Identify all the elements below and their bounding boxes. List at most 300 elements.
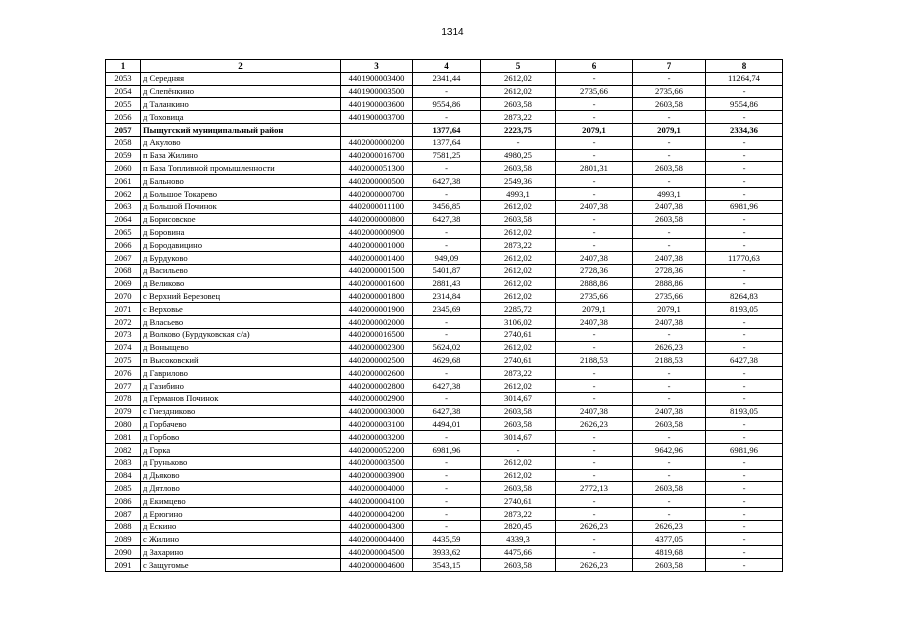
code-cell: 4402000004200 [341,507,413,520]
table-row [106,507,783,520]
settlement-name-cell: д Воныщево [141,341,341,354]
value-cell: - [413,85,481,98]
value-cell: 2314,84 [413,290,481,303]
table-row [106,315,783,328]
table-row [106,277,783,290]
code-cell: 4402000051300 [341,162,413,175]
settlement-name-cell: д Борисовское [141,213,341,226]
value-cell: 2603,58 [481,418,556,431]
value-cell: - [413,469,481,482]
header-cell: 8 [706,60,783,73]
value-cell: - [706,226,783,239]
code-cell: 4402000004000 [341,482,413,495]
table-row [106,546,783,559]
value-cell: - [413,315,481,328]
value-cell: 2603,58 [481,405,556,418]
value-cell: 2626,23 [556,520,633,533]
settlement-name-cell: с Верховье [141,303,341,316]
settlement-name-cell: д Екимцево [141,495,341,508]
settlement-name-cell: д Большое Токарево [141,187,341,200]
value-cell: - [706,149,783,162]
table-row [106,123,783,136]
code-cell: 4402000000500 [341,175,413,188]
settlement-name-cell: Пыщугский муниципальный район [141,123,341,136]
table-row [106,533,783,546]
settlement-name-cell: п База Топливной промышленности [141,162,341,175]
value-cell: 6981,96 [706,443,783,456]
value-cell: 2612,02 [481,226,556,239]
settlement-name-cell: с Жилино [141,533,341,546]
settlement-name-cell: д Середняя [141,72,341,85]
table-row [106,431,783,444]
value-cell: - [413,162,481,175]
value-cell: - [556,213,633,226]
value-cell: 2612,02 [481,251,556,264]
value-cell: - [633,175,706,188]
table-row [106,482,783,495]
row-number-cell: 2082 [106,443,141,456]
value-cell: - [556,111,633,124]
value-cell: 4993,1 [633,187,706,200]
table-header-row [106,60,783,73]
settlement-name-cell: д Дятлово [141,482,341,495]
row-number-cell: 2058 [106,136,141,149]
value-cell: - [706,456,783,469]
row-number-cell: 2062 [106,187,141,200]
code-cell: 4402000003200 [341,431,413,444]
value-cell: 4435,59 [413,533,481,546]
settlement-name-cell: д Волково (Бурдуковская с/а) [141,328,341,341]
value-cell: - [556,443,633,456]
value-cell: 2603,58 [633,98,706,111]
value-cell: - [633,379,706,392]
code-cell: 4402000004300 [341,520,413,533]
value-cell: - [556,72,633,85]
value-cell: 9554,86 [706,98,783,111]
value-cell: - [556,379,633,392]
value-cell: 5624,02 [413,341,481,354]
row-number-cell: 2055 [106,98,141,111]
table-row [106,72,783,85]
value-cell: - [413,239,481,252]
value-cell: - [633,136,706,149]
row-number-cell: 2074 [106,341,141,354]
header-cell: 3 [341,60,413,73]
value-cell: 2612,02 [481,469,556,482]
value-cell: - [706,111,783,124]
table-row [106,187,783,200]
table-row [106,98,783,111]
value-cell: 4629,68 [413,354,481,367]
row-number-cell: 2078 [106,392,141,405]
page-number: 1314 [441,27,464,38]
value-cell: 2735,66 [556,290,633,303]
code-cell: 4401900003400 [341,72,413,85]
code-cell: 4402000002000 [341,315,413,328]
data-table [105,59,783,572]
value-cell: 3456,85 [413,200,481,213]
settlement-name-cell: д Дьяково [141,469,341,482]
value-cell: - [633,392,706,405]
header-cell: 5 [481,60,556,73]
value-cell: 2735,66 [556,85,633,98]
row-number-cell: 2081 [106,431,141,444]
table-row [106,405,783,418]
value-cell: 8264,83 [706,290,783,303]
value-cell: 2345,69 [413,303,481,316]
value-cell: 949,09 [413,251,481,264]
table-row [106,85,783,98]
value-cell: 2603,58 [633,162,706,175]
row-number-cell: 2087 [106,507,141,520]
code-cell: 4402000002500 [341,354,413,367]
code-cell: 4402000003100 [341,418,413,431]
value-cell: - [556,136,633,149]
value-cell: - [706,559,783,572]
row-number-cell: 2054 [106,85,141,98]
table-row [106,456,783,469]
value-cell: 2740,61 [481,495,556,508]
value-cell: 4475,66 [481,546,556,559]
value-cell: 2603,58 [633,482,706,495]
value-cell: - [706,328,783,341]
code-cell: 4402000003000 [341,405,413,418]
value-cell: 9554,86 [413,98,481,111]
settlement-name-cell: д Большой Починок [141,200,341,213]
code-cell: 4402000000700 [341,187,413,200]
value-cell: - [706,187,783,200]
code-cell: 4402000052200 [341,443,413,456]
value-cell: 2407,38 [556,251,633,264]
value-cell: 2612,02 [481,264,556,277]
value-cell: 2407,38 [633,315,706,328]
value-cell: 2603,58 [633,213,706,226]
value-cell: - [706,213,783,226]
code-cell: 4402000004600 [341,559,413,572]
table-row [106,354,783,367]
value-cell: 3014,67 [481,392,556,405]
code-cell: 4402000002600 [341,367,413,380]
table-row [106,341,783,354]
value-cell: 2873,22 [481,507,556,520]
value-cell: 2612,02 [481,290,556,303]
row-number-cell: 2065 [106,226,141,239]
value-cell: 2079,1 [633,123,706,136]
table-row [106,559,783,572]
code-cell: 4402000000900 [341,226,413,239]
value-cell: 6981,96 [706,200,783,213]
value-cell: - [413,507,481,520]
value-cell: 4377,05 [633,533,706,546]
row-number-cell: 2053 [106,72,141,85]
row-number-cell: 2085 [106,482,141,495]
value-cell: - [556,187,633,200]
row-number-cell: 2064 [106,213,141,226]
value-cell: 2772,13 [556,482,633,495]
value-cell: - [413,111,481,124]
value-cell: 4494,01 [413,418,481,431]
value-cell: - [706,85,783,98]
settlement-name-cell: д Бородавицино [141,239,341,252]
settlement-name-cell: с Верхний Березовец [141,290,341,303]
value-cell: - [556,239,633,252]
value-cell: - [633,495,706,508]
value-cell: - [556,392,633,405]
code-cell: 4402000004400 [341,533,413,546]
value-cell: 2735,66 [633,85,706,98]
settlement-name-cell: д Акулово [141,136,341,149]
value-cell: 4980,25 [481,149,556,162]
value-cell: - [706,533,783,546]
code-cell: 4402000002300 [341,341,413,354]
value-cell: 2603,58 [633,418,706,431]
value-cell: 4339,3 [481,533,556,546]
value-cell: - [706,482,783,495]
value-cell: 2603,58 [481,482,556,495]
value-cell: 2820,45 [481,520,556,533]
code-cell: 4402000003900 [341,469,413,482]
value-cell: - [706,277,783,290]
value-cell: - [633,431,706,444]
settlement-name-cell: с Защугомье [141,559,341,572]
code-cell: 4401900003600 [341,98,413,111]
value-cell: - [706,379,783,392]
value-cell: - [413,226,481,239]
settlement-name-cell: д Горбово [141,431,341,444]
value-cell: - [556,98,633,111]
table-row [106,226,783,239]
row-number-cell: 2071 [106,303,141,316]
value-cell: 2612,02 [481,341,556,354]
value-cell: - [706,341,783,354]
code-cell: 4402000000200 [341,136,413,149]
settlement-name-cell: д Ерюгино [141,507,341,520]
settlement-name-cell: д Таланкино [141,98,341,111]
value-cell: - [413,482,481,495]
value-cell: - [413,367,481,380]
value-cell: - [706,418,783,431]
settlement-name-cell: д Бурдуково [141,251,341,264]
settlement-name-cell: п База Жилино [141,149,341,162]
table-row [106,251,783,264]
value-cell: - [556,175,633,188]
value-cell: 2873,22 [481,239,556,252]
value-cell: 3014,67 [481,431,556,444]
value-cell: - [413,520,481,533]
row-number-cell: 2089 [106,533,141,546]
value-cell: 4993,1 [481,187,556,200]
value-cell: 2407,38 [556,200,633,213]
value-cell: 2334,36 [706,123,783,136]
value-cell: 8193,05 [706,303,783,316]
table-row [106,136,783,149]
row-number-cell: 2088 [106,520,141,533]
value-cell: 6427,38 [413,213,481,226]
code-cell: 4401900003700 [341,111,413,124]
value-cell: - [706,507,783,520]
value-cell: 2626,23 [556,418,633,431]
row-number-cell: 2076 [106,367,141,380]
value-cell: - [413,431,481,444]
row-number-cell: 2059 [106,149,141,162]
value-cell: - [633,111,706,124]
value-cell: 2888,86 [633,277,706,290]
value-cell: - [556,546,633,559]
value-cell: 2801,31 [556,162,633,175]
value-cell: - [706,367,783,380]
settlement-name-cell: д Ескино [141,520,341,533]
value-cell: - [556,456,633,469]
settlement-name-cell: д Власьево [141,315,341,328]
table-row [106,495,783,508]
value-cell: 2341,44 [413,72,481,85]
value-cell: 7581,25 [413,149,481,162]
value-cell: 2873,22 [481,111,556,124]
row-number-cell: 2075 [106,354,141,367]
value-cell: 6427,38 [706,354,783,367]
value-cell: - [633,367,706,380]
value-cell: - [706,546,783,559]
settlement-name-cell: д Боровина [141,226,341,239]
table-row [106,379,783,392]
value-cell: 2612,02 [481,379,556,392]
value-cell: - [556,507,633,520]
value-cell: 2735,66 [633,290,706,303]
code-cell: 4402000001900 [341,303,413,316]
code-cell: 4402000004100 [341,495,413,508]
value-cell: - [556,495,633,508]
code-cell: 4402000002800 [341,379,413,392]
value-cell: 6427,38 [413,379,481,392]
value-cell: - [706,431,783,444]
value-cell: - [556,469,633,482]
table-row [106,367,783,380]
row-number-cell: 2060 [106,162,141,175]
value-cell: - [706,520,783,533]
code-cell: 4402000000800 [341,213,413,226]
row-number-cell: 2091 [106,559,141,572]
value-cell: 2407,38 [556,315,633,328]
value-cell: 2549,36 [481,175,556,188]
value-cell: - [706,469,783,482]
row-number-cell: 2073 [106,328,141,341]
value-cell: 1377,64 [413,123,481,136]
value-cell: 2728,36 [556,264,633,277]
table-row [106,239,783,252]
value-cell: 2888,86 [556,277,633,290]
value-cell: 1377,64 [413,136,481,149]
value-cell: - [413,495,481,508]
value-cell: 2223,75 [481,123,556,136]
value-cell: - [556,328,633,341]
settlement-name-cell: д Великово [141,277,341,290]
value-cell: 2626,23 [633,341,706,354]
table-row [106,111,783,124]
value-cell: 2612,02 [481,200,556,213]
value-cell: 5401,87 [413,264,481,277]
value-cell: 9642,96 [633,443,706,456]
code-cell: 4401900003500 [341,85,413,98]
value-cell: 2603,58 [481,98,556,111]
code-cell: 4402000011100 [341,200,413,213]
value-cell: - [413,392,481,405]
row-number-cell: 2069 [106,277,141,290]
value-cell: - [706,162,783,175]
settlement-name-cell: д Гаврилово [141,367,341,380]
settlement-name-cell: д Горка [141,443,341,456]
row-number-cell: 2077 [106,379,141,392]
row-number-cell: 2067 [106,251,141,264]
header-cell: 7 [633,60,706,73]
settlement-name-cell: д Захарино [141,546,341,559]
value-cell: - [633,226,706,239]
value-cell: 2881,43 [413,277,481,290]
code-cell: 4402000001600 [341,277,413,290]
value-cell: - [633,469,706,482]
value-cell: - [706,495,783,508]
code-cell: 4402000016700 [341,149,413,162]
value-cell: 8193,05 [706,405,783,418]
value-cell: 2603,58 [481,213,556,226]
row-number-cell: 2086 [106,495,141,508]
row-number-cell: 2072 [106,315,141,328]
code-cell: 4402000001800 [341,290,413,303]
settlement-name-cell: д Газибино [141,379,341,392]
value-cell: - [633,328,706,341]
table-row [106,290,783,303]
value-cell: - [633,507,706,520]
row-number-cell: 2070 [106,290,141,303]
value-cell: 4819,68 [633,546,706,559]
code-cell: 4402000003500 [341,456,413,469]
value-cell: 6427,38 [413,175,481,188]
table-body [106,72,783,571]
code-cell [341,123,413,136]
table-row [106,443,783,456]
value-cell: - [556,341,633,354]
value-cell: 2603,58 [481,162,556,175]
settlement-name-cell: д Бальново [141,175,341,188]
settlement-name-cell: д Тоховица [141,111,341,124]
value-cell: - [706,264,783,277]
value-cell: 2612,02 [481,456,556,469]
row-number-cell: 2084 [106,469,141,482]
value-cell: - [633,239,706,252]
value-cell: 2188,53 [556,354,633,367]
value-cell: - [706,239,783,252]
value-cell: 2407,38 [556,405,633,418]
header-cell: 1 [106,60,141,73]
settlement-name-cell: д Груньково [141,456,341,469]
value-cell: 2603,58 [481,559,556,572]
value-cell: - [413,456,481,469]
table-row [106,418,783,431]
value-cell: 11770,63 [706,251,783,264]
value-cell: 2612,02 [481,72,556,85]
value-cell: 2407,38 [633,251,706,264]
value-cell: 2285,72 [481,303,556,316]
value-cell: - [706,392,783,405]
value-cell: - [481,443,556,456]
value-cell: 3933,62 [413,546,481,559]
row-number-cell: 2079 [106,405,141,418]
row-number-cell: 2083 [106,456,141,469]
row-number-cell: 2056 [106,111,141,124]
value-cell: 2603,58 [633,559,706,572]
table-row [106,392,783,405]
value-cell: 2407,38 [633,200,706,213]
row-number-cell: 2063 [106,200,141,213]
